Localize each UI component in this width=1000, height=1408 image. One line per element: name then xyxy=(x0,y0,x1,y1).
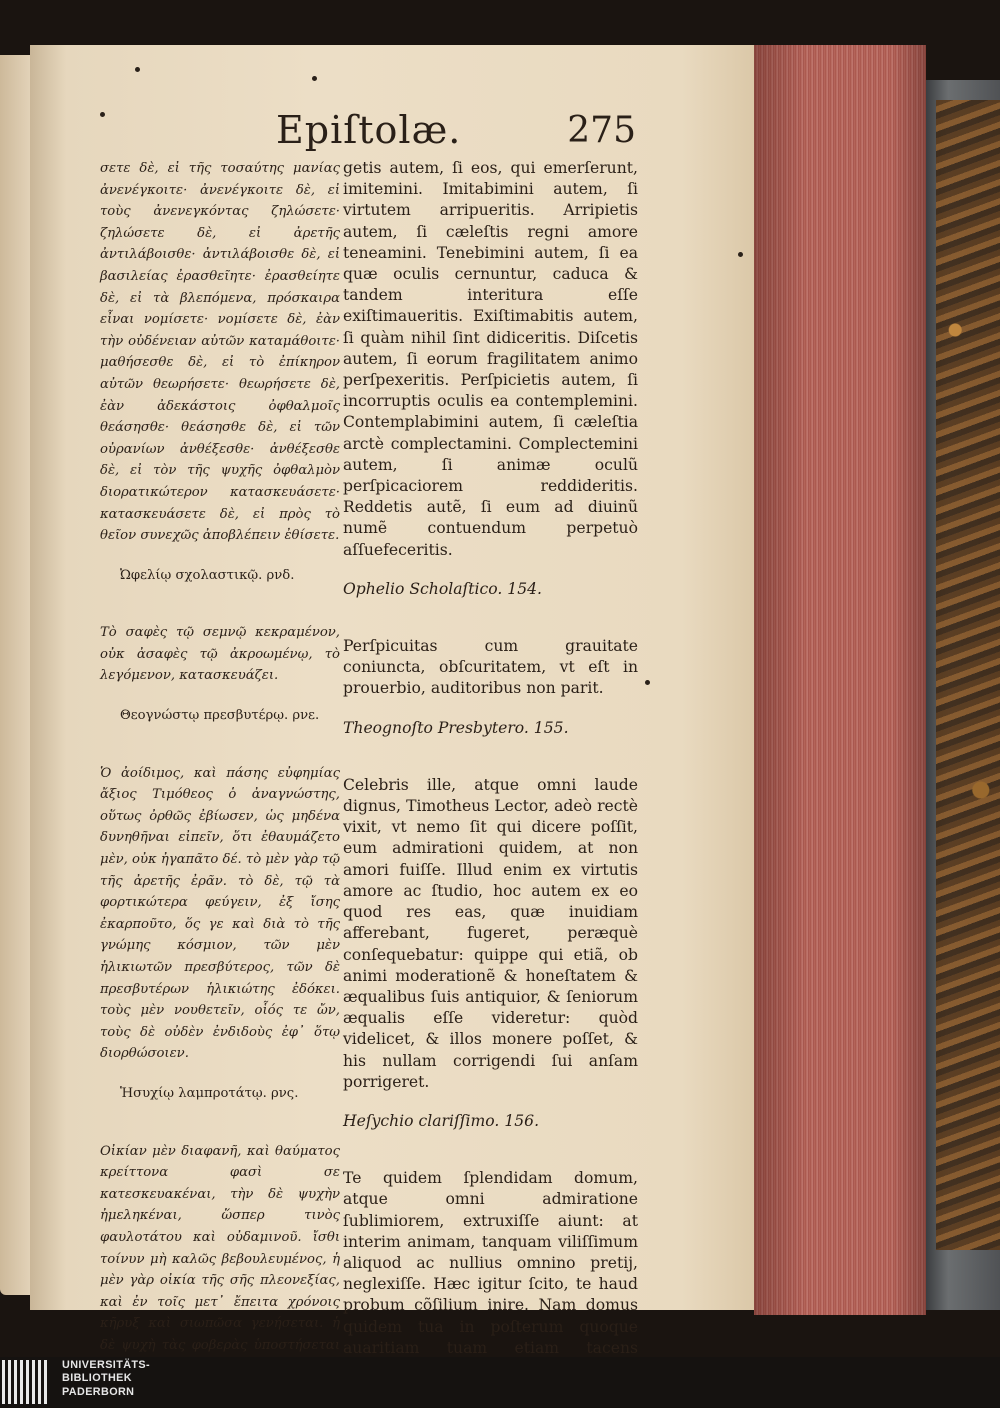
letter-text: Te quidem ſplendidam domum, atque omni admiratione ſublimiorem, extruxiſſe aiunt: at interim animam, tanquam viliſſimum aliquod ac nullius omnino pretij, neglexiſſe. Hæc igitur ſcito, te haud probum cõſilium inire. Nam domus quidem tua in poſterum quoque auaritiam tuam etiam tacens xyxy=(343,1169,638,1357)
page-number: 275 xyxy=(567,110,636,151)
facing-page-edge xyxy=(0,55,30,1295)
page-edges-shading xyxy=(754,45,926,1315)
library-logo xyxy=(2,1360,54,1404)
running-head xyxy=(276,108,636,158)
wormhole xyxy=(645,680,650,685)
letter-text: Οἰκίαν μὲν διαφανῆ, καὶ θαύματος κρείττονα φασὶ σε κατεσκευακέναι, τὴν δὲ ψυχὴν ἠμεληκέναι, ὥσπερ τινὸς φαυλοτάτου καὶ οὐδαμινοῦ. ἴσθι τοίνυν μὴ καλῶς βεβουλευμένος, ἡ μὲν γὰρ οἰκία τῆς σῆς πλεονεξίας, καὶ ἐν τοῖς μετ᾽ ἔπειτα χρόνοις κῆρυξ καὶ σιωπῶσα γενήσεται. ἡ δὲ ψυχὴ τὰς φοβερὰς ὑποστήσεται xyxy=(100,1143,340,1353)
latin-column xyxy=(343,158,638,1357)
library-line: BIBLIOTHEK xyxy=(62,1372,132,1385)
library-name xyxy=(62,1359,150,1399)
wormhole xyxy=(135,67,140,72)
letter-heading: Ophelio Scholaſtico. 154. xyxy=(343,579,542,598)
library-line: UNIVERSITÄTS- xyxy=(62,1359,150,1371)
letter-text: getis autem, ſi eos, qui emerſerunt, imitemini. Imitabimini autem, ſi virtutem arripueritis. Arripietis autem, ſi cæleſtis regni amore teneamini. Tenebimini autem, ſi ea quæ oculis cernuntur, caduca & tandem interitura eſſe exiſtimaueritis. Exiſtimabitis autem, ſi quàm nihil ſint didiceritis. Diſcetis autem, ſi eorum fragilitatem animo perſpexeritis. Perſpicietis autem, ſi incorruptis oculis ea contemplemini. Contemplabimini autem, ſi cæleſtia arctè complectamini. Complectemini autem, ſi animæ oculũ perſpicaciorem reddideritis. Reddetis autẽ, ſi eum ad diuinũ numẽ contuendum perpetuò aſſuefeceritis. xyxy=(343,159,638,559)
library-line: PADERBORN xyxy=(62,1385,135,1398)
letter-text: Perſpicuitas cum grauitate coniuncta, obſcuritatem, vt eſt in prouerbio, auditoribus non parit. xyxy=(343,637,638,698)
letter-text: Τὸ σαφὲς τῷ σεμνῷ κεκραμένον, οὐκ ἀσαφὲς τῷ ἀκροωμένῳ, τὸ λεγόμενον, κατασκευάζει. xyxy=(100,625,340,684)
marbled-cover-paper xyxy=(936,100,1000,1250)
letter-text: Ὁ ἀοίδιμος, καὶ πάσης εὐφημίας ἄξιος Τιμόθεος ὁ ἀναγνώστης, οὕτως ὀρθῶς ἐβίωσεν, ὡς μηδένα δυνηθῆναι εἰπεῖν, ὅτι ἐθαυμάζετο μὲν, οὐκ ἠγαπᾶτο δέ. τὸ μὲν γὰρ τῷ τῆς ἀρετῆς ἐρᾶν. τὸ δὲ, τῷ τὰ φορτικώτερα φεύγειν, ἐξ ἴσης ἐκαρποῦτο, ὅς γε καὶ διὰ τὸ τῆς γνώμης κόσμιον, τῶν μὲν ἡλικιωτῶν πρεσβύτερος, τῶν δὲ πρεσβυτέρων ἡλικιώτης ἐδόκει. τοὺς μὲν νουθετεῖν, οἷός τε ὤν, τοὺς δὲ οὐδὲν ἐνδιδοὺς ἐφ᾽ ὅτῳ διορθώσοιεν. xyxy=(100,765,340,1062)
wormhole xyxy=(738,252,743,257)
greek-column xyxy=(100,158,340,1357)
letter-heading: Ἡσυχίῳ λαμπροτάτῳ. ρνς. xyxy=(120,1085,299,1101)
letter-text: σετε δὲ, εἰ τῆς τοσαύτης μανίας ἀνενέγκοιτε· ἀνενέγκοιτε δὲ, εἰ τοὺς ἀνενεγκόντας ζηλώσετε· ζηλώσετε δὲ, εἰ ἀρετῆς ἀντιλάβοισθε· ἀντιλάβοισθε δὲ, εἰ βασιλείας ἐρασθεῖητε· ἐρασθείητε δὲ, εἰ τὰ βλεπόμενα, πρόσκαιρα εἶναι νομίσετε· νομίσετε δὲ, ἐὰν τὴν οὐδένειαν αὐτῶν καταμάθοιτε· μαθήσεσθε δὲ, εἰ τὸ ἐπίκηρον αὐτῶν θεωρήσετε· θεωρήσετε δὲ, ἐὰν ἀδεκάστοις ὀφθαλμοῖς θεάσησθε· θεάσησθε δὲ, εἰ τῶν οὐρανίων ἀνθέξεσθε· ἀνθέξεσθε δὲ, εἰ τὸν τῆς ψυχῆς ὀφθαλμὸν διορατικώτερον κατασκευάσετε· κατασκευάσετε δὲ, εἰ πρὸς τὸ θεῖον συνεχῶς ἀποβλέπειν ἐθίσετε. xyxy=(100,161,340,544)
letter-heading: Θεογνώστῳ πρεσβυτέρῳ. ρνε. xyxy=(120,708,320,724)
letter-heading: Theognoſto Presbytero. 155. xyxy=(343,718,569,737)
footer-bar xyxy=(0,1357,1000,1407)
letter-heading: Ὠφελίῳ σχολαστικῷ. ρνδ. xyxy=(120,567,295,583)
letter-text: Celebris ille, atque omni laude dignus, Timotheus Lector, adeò rectè vixit, vt nemo ſit qui dicere poſſit, eum admirationi quidem, at non amori fuiſſe. Illud enim ex virtutis amore ac ſtudio, hoc autem ex eo quod res eas, quæ inuidiam afferebant, fugeret, peræquè conſequebatur: quippe qui etiã, ob animi moderationẽ & honeſtatem & æqualibus ſuis antiquior, & ſeniorum æqualis eſſe videretur: quòd videlicet, & illos monere poſſet, & his nullam corrigendi ſui anſam porrigeret. xyxy=(343,775,638,1091)
running-head-title: Epiſtolæ. xyxy=(276,108,462,152)
letter-heading: Heſychio clariſſimo. 156. xyxy=(343,1111,540,1130)
wormhole xyxy=(312,76,317,81)
wormhole xyxy=(100,112,105,117)
